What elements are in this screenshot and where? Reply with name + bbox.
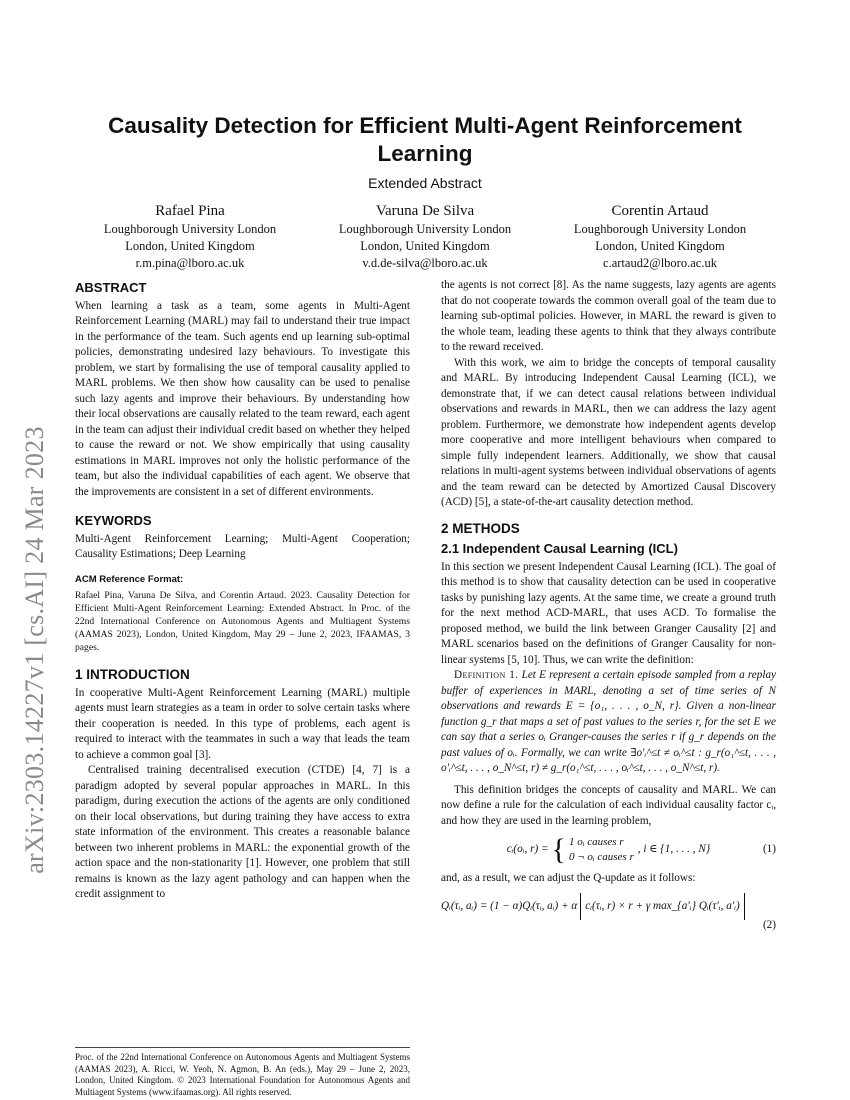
icl-subsection-heading: 2.1 Independent Causal Learning (ICL) <box>441 541 678 556</box>
abstract-text: When learning a task as a team, some agents in Multi-Agent Reinforcement Learning (MARL) may fail to understand their true impact in the performance of the team. Such agents end up learning sub-optimal policies, demonstrating undesired lazy behaviours. To investigate this problem, we start by formalising the use of temporal causality applied to MARL problems. We then show how causality can be used to penalise such lazy agents and improve their behaviours. By understanding how their local observations are causally related to the team reward, each agent in the team can adjust their individual credit based on whether they helped to cause the reward or not. We show empirically that using causality estimations in MARL improves not only the holistic performance of the team, but also the individual capabilities of each agent. We observe that the improvements are consistent in a set of different environments. <box>75 299 410 498</box>
methods-paragraph: In this section we present Independent Causal Learning (ICL). The goal of this method is to show that causality detection can be used in cooperative tasks by punishing lazy agents. At the same time, we create a ground truth for the next method ACD-MARL, that uses ACD. To formalise the proposed method, we build the link between Granger Causality [2] and MARL scenarios based on the definitions of Granger Causality for non-linear systems [5, 10]. Thus, we can write the definition: <box>441 560 776 666</box>
definition-label: Definition 1. <box>454 669 519 681</box>
acm-reference-heading: ACM Reference Format: <box>75 573 184 585</box>
intro-paragraph: With this work, we aim to bridge the concepts of temporal causality and MARL. By introducing Independent Causal Learning (ICL), we demonstrate that, if we can detect causal relations between individual observations and rewards in MARL, then we can address the lazy agent problem. Furthermore, we demonstrate how independent agents develop more cooperative and more intelligent behaviours when compared to simple fully independent learners. Additionally, we show that causal relations in multi-agent systems between individual observations of agents and the team reward can be detected by Amortized Causal Discovery (ACD) [5], a state-of-the-art causality detection method. <box>441 356 776 508</box>
author-2 <box>310 201 540 272</box>
author-3 <box>545 201 775 272</box>
introduction-paragraph: In cooperative Multi-Agent Reinforcement Learning (MARL) multiple agents must learn strategies as a team in order to solve certain tasks where their cooperation is needed. In this type of problems, each agent is required to interact with the teammates in such a way that leads the team to achieve a common goal [3]. <box>75 686 410 761</box>
equation-1-condition: , i ∈ {1, . . . , N} <box>637 843 711 856</box>
left-column <box>75 280 410 903</box>
right-column <box>441 278 776 934</box>
methods-paragraph: and, as a result, we can adjust the Q-update as it follows: <box>441 872 696 884</box>
author-email[interactable]: v.d.de-silva@lboro.ac.uk <box>362 256 488 270</box>
title-block <box>75 112 775 191</box>
keywords-heading: KEYWORDS <box>75 513 152 528</box>
author-affiliation: Loughborough University London <box>338 222 512 236</box>
equation-1-lhs: cᵢ(oᵢ, r) = <box>506 843 549 856</box>
keywords-text: Multi-Agent Reinforcement Learning; Multi-Agent Cooperation; Causality Estimations; Deep Learning <box>75 532 410 560</box>
paper-subtitle: Extended Abstract <box>368 175 482 191</box>
intro-continued-paragraph: the agents is not correct [8]. As the name suggests, lazy agents are agents that do not cooperate towards the common overall goal of the team due to learning sub-optimal policies. However, in MARL the reward is given to the whole team, leading these agents to think that they always contribute to the reward received. <box>441 279 776 353</box>
equation-1-number: (1) <box>762 843 776 856</box>
acm-reference-text: Rafael Pina, Varuna De Silva, and Corentin Artaud. 2023. Causality Detection for Efficient Multi-Agent Reinforcement Learning: Extended Abstract. In Proc. of the 22nd International Conference on Autonomous Agents and Multiagent Systems (AAMAS 2023), London, United Kingdom, May 29 – June 2, 2023, IFAAMAS, 3 pages. <box>75 590 410 653</box>
author-location: London, United Kingdom <box>360 239 490 253</box>
equation-1-cases <box>569 835 634 865</box>
author-location: London, United Kingdom <box>125 239 255 253</box>
author-name: Varuna De Silva <box>375 203 475 219</box>
equation-1 <box>441 835 776 865</box>
equation-2-lhs: Qᵢ(τᵢ, aᵢ) = (1 − α)Qᵢ(τᵢ, aᵢ) + α <box>441 899 578 912</box>
author-affiliation: Loughborough University London <box>103 222 277 236</box>
author-affiliation: Loughborough University London <box>573 222 747 236</box>
abstract-heading: ABSTRACT <box>75 280 147 295</box>
author-location: London, United Kingdom <box>595 239 725 253</box>
methods-paragraph: This definition bridges the concepts of causality and MARL. We can now define a rule for the calculation of each individual causality factor cᵢ, and how they are used in the learning problem, <box>441 783 776 827</box>
definition-text: Let E represent a certain episode sampled from a replay buffer of experiences in MARL, denoting a set of time series of N observations and rewards E = {o₁, . . . , o_N, r}. Given a non-linear function g_r that maps a set of past values to the series r, for the set E we can say that a series oᵢ Granger-causes the series r if g_r depends on the past values of oᵢ. Formally, we can write ∃o′ᵢ^≤t ≠ oᵢ^≤t : g_r(o₁^≤t, . . . , o′ᵢ^≤t, . . . , o_N^≤t, r) ≠ g_r(o₁^≤t, . . . , oᵢ^≤t, . . . , o_N^≤t, r). <box>441 669 777 774</box>
author-list <box>75 201 775 272</box>
equation-1-case: 0 ¬ oᵢ causes r <box>568 851 634 863</box>
author-name: Corentin Artaud <box>611 203 709 219</box>
equation-2 <box>441 893 776 921</box>
equation-2-bracket: cᵢ(τᵢ, r) × r + γ max_{a′ᵢ} Qᵢ(τ′ᵢ, a′ᵢ) <box>580 893 744 921</box>
author-name: Rafael Pina <box>155 203 225 219</box>
conference-footnote: Proc. of the 22nd International Conference on Autonomous Agents and Multiagent Systems (AAMAS 2023), A. Ricci, W. Yeoh, N. Agmon, B. An (eds.), May 29 – June 2, 2023, London, United Kingdom. © 2023 International Foundation for Autonomous Agents and Multiagent Systems (www.ifaamas.org). All rights reserved. <box>75 1047 410 1098</box>
brace-icon: { <box>551 833 566 866</box>
arxiv-stamp: arXiv:2303.14227v1 [cs.AI] 24 Mar 2023 <box>20 426 49 874</box>
author-1 <box>75 201 305 272</box>
paper-title: Causality Detection for Efficient Multi-Agent Reinforcement Learning <box>108 113 742 166</box>
introduction-heading: 1 INTRODUCTION <box>75 667 190 682</box>
definition-1 <box>441 668 776 777</box>
equation-1-case: 1 oᵢ causes r <box>568 836 624 848</box>
author-email[interactable]: r.m.pina@lboro.ac.uk <box>135 256 245 270</box>
methods-heading: 2 METHODS <box>441 520 520 536</box>
introduction-paragraph: Centralised training decentralised execution (CTDE) [4, 7] is a paradigm adopted by several popular approaches in MARL. In this paradigm, during execution the actions of the agents are only conditioned on their local observations, but during training they have access to extra state information of the environment. This creates a reasonable balance between two inherent problems in MARL: the exponential growth of the action space and the non-stationarity [1]. However, one problem that still remains is known as the lazy agent pathology and can happen when the credit assignment to <box>75 764 410 900</box>
equation-2-number: (2) <box>762 919 776 931</box>
author-email[interactable]: c.artaud2@lboro.ac.uk <box>603 256 717 270</box>
